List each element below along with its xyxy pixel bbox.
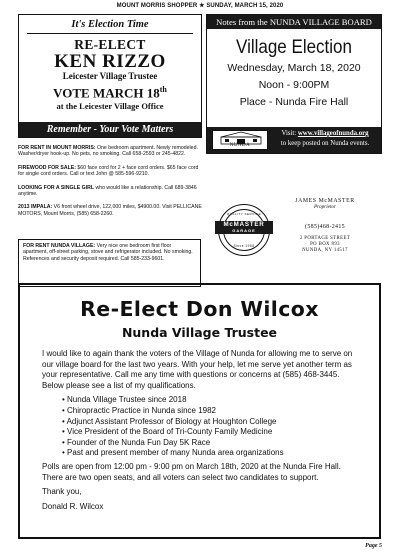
- mcmaster-garage-ad: [214, 194, 366, 266]
- classifieds: [18, 145, 204, 224]
- page-number: Page 5: [365, 543, 382, 549]
- classified-item: FOR RENT IN MOUNT MORRIS: One bedroom apartment. Newly remodeled. Washer/dryer hook-up. No pets, no smoking. Call 658-2593 or 245-4822.: [18, 145, 198, 158]
- boxed-classified: FOR RENT NUNDA VILLAGE: Very nice one bedroom first floor apartment, off-street parking, stove and refrigerator included. No smoking. References and security deposit required. Call 585-233-9601.: [18, 239, 201, 287]
- wilcox-polls: Polls are open from 12:00 pm - 9:00 pm on March 18th, 2020 at the Nunda Fire Hall. There are two open seats, and all voters can select two candidates to support.: [42, 461, 341, 482]
- wilcox-ad: [18, 283, 381, 539]
- nunda-logo: [212, 130, 268, 150]
- wilcox-body: [42, 349, 357, 512]
- visit-text: Visit: www.villageofnunda.org to keep posted on Nunda events.: [280, 130, 370, 147]
- wilcox-headline: Re-Elect Don Wilcox: [80, 297, 319, 321]
- proprietor-name: JAMES McMASTER: [295, 198, 355, 204]
- classified-item: 2013 IMPALA: V6 front wheel drive, 122,000 miles, $4900.00. Visit PELLICANE MOTORS, Mount Morris, (585) 658-2260.: [18, 204, 202, 217]
- website-link[interactable]: www.villageofnunda.org: [297, 130, 369, 137]
- classified-item: FIREWOOD FOR SALE: $60 face cord for 2 + face cord orders. $65 face cord for single cord orders. Call or text John @ 585-596-9210.: [18, 164, 199, 178]
- rizzo-eyebrow: It's Election Time: [71, 19, 149, 30]
- list-item: • Vice President of the Board of Tri-County Family Medicine: [62, 427, 357, 438]
- proprietor-title: Proprietor: [314, 204, 336, 210]
- page-header: MOUNT MORRIS SHOPPER ★ SUNDAY, MARCH 15, 2020: [116, 3, 284, 9]
- badge-top-text: QUALITY SERVICE: [226, 212, 262, 216]
- rizzo-divider: [27, 33, 193, 34]
- list-item: • Founder of the Nunda Fun Day 5K Race: [62, 438, 357, 449]
- election-title: Village Election: [236, 35, 352, 58]
- rizzo-location: at the Leicester Village Office: [56, 101, 164, 112]
- election-time: Noon - 9:00PM: [258, 79, 330, 91]
- mcmaster-badge: [218, 204, 270, 256]
- rizzo-office: Leicester Village Trustee: [62, 71, 158, 81]
- rizzo-ad: [18, 14, 202, 138]
- phone-number: (585)468-2415: [305, 224, 345, 230]
- badge-bottom-text: Since 1958: [233, 244, 255, 248]
- rizzo-vote-date: VOTE MARCH 18th: [53, 85, 167, 101]
- address: 2 PORTAGE STREET PO BOX 893 NUNDA, NY 14517: [299, 236, 351, 254]
- badge-band: McMASTER GARAGE: [215, 221, 273, 234]
- list-item: • Nunda Village Trustee since 2018: [62, 395, 357, 406]
- wilcox-intro: I would like to again thank the voters of the Village of Nunda for allowing me to serve on our village board for the last two years. With your help, let me serve yet another term as your representative. Call me any time with questions or concerns at (585) 468-3445. Below please see a list of my qualifications.: [42, 349, 353, 390]
- classified-item: LOOKING FOR A SINGLE GIRL who would like a relationship. Call 689-3846 anytime.: [18, 184, 197, 198]
- election-topbar: Notes from the NUNDA VILLAGE BOARD: [207, 15, 381, 29]
- qualifications-list: [62, 395, 357, 459]
- election-date: Wednesday, March 18, 2020: [227, 62, 361, 74]
- election-visit-bar: [207, 127, 381, 153]
- mcmaster-contact: [284, 198, 366, 255]
- election-place: Place - Nunda Fire Hall: [239, 96, 349, 108]
- wilcox-subhead: Nunda Village Trustee: [121, 325, 278, 340]
- list-item: • Chiropractic Practice in Nunda since 1982: [62, 406, 357, 417]
- wilcox-thanks: Thank you,: [42, 487, 82, 497]
- nunda-logo-text: NUNDA: [229, 143, 251, 148]
- rizzo-banner: Remember - Your Vote Matters: [19, 122, 201, 137]
- rizzo-reelect: RE-ELECT: [74, 37, 146, 52]
- list-item: • Past and present member of many Nunda area organizations: [62, 448, 357, 459]
- wilcox-signature: Donald R. Wilcox: [42, 501, 104, 511]
- list-item: • Adjunct Assistant Professor of Biology at Houghton College: [62, 417, 357, 428]
- village-election-notice: [206, 14, 382, 154]
- rizzo-name: KEN RIZZO: [54, 51, 166, 72]
